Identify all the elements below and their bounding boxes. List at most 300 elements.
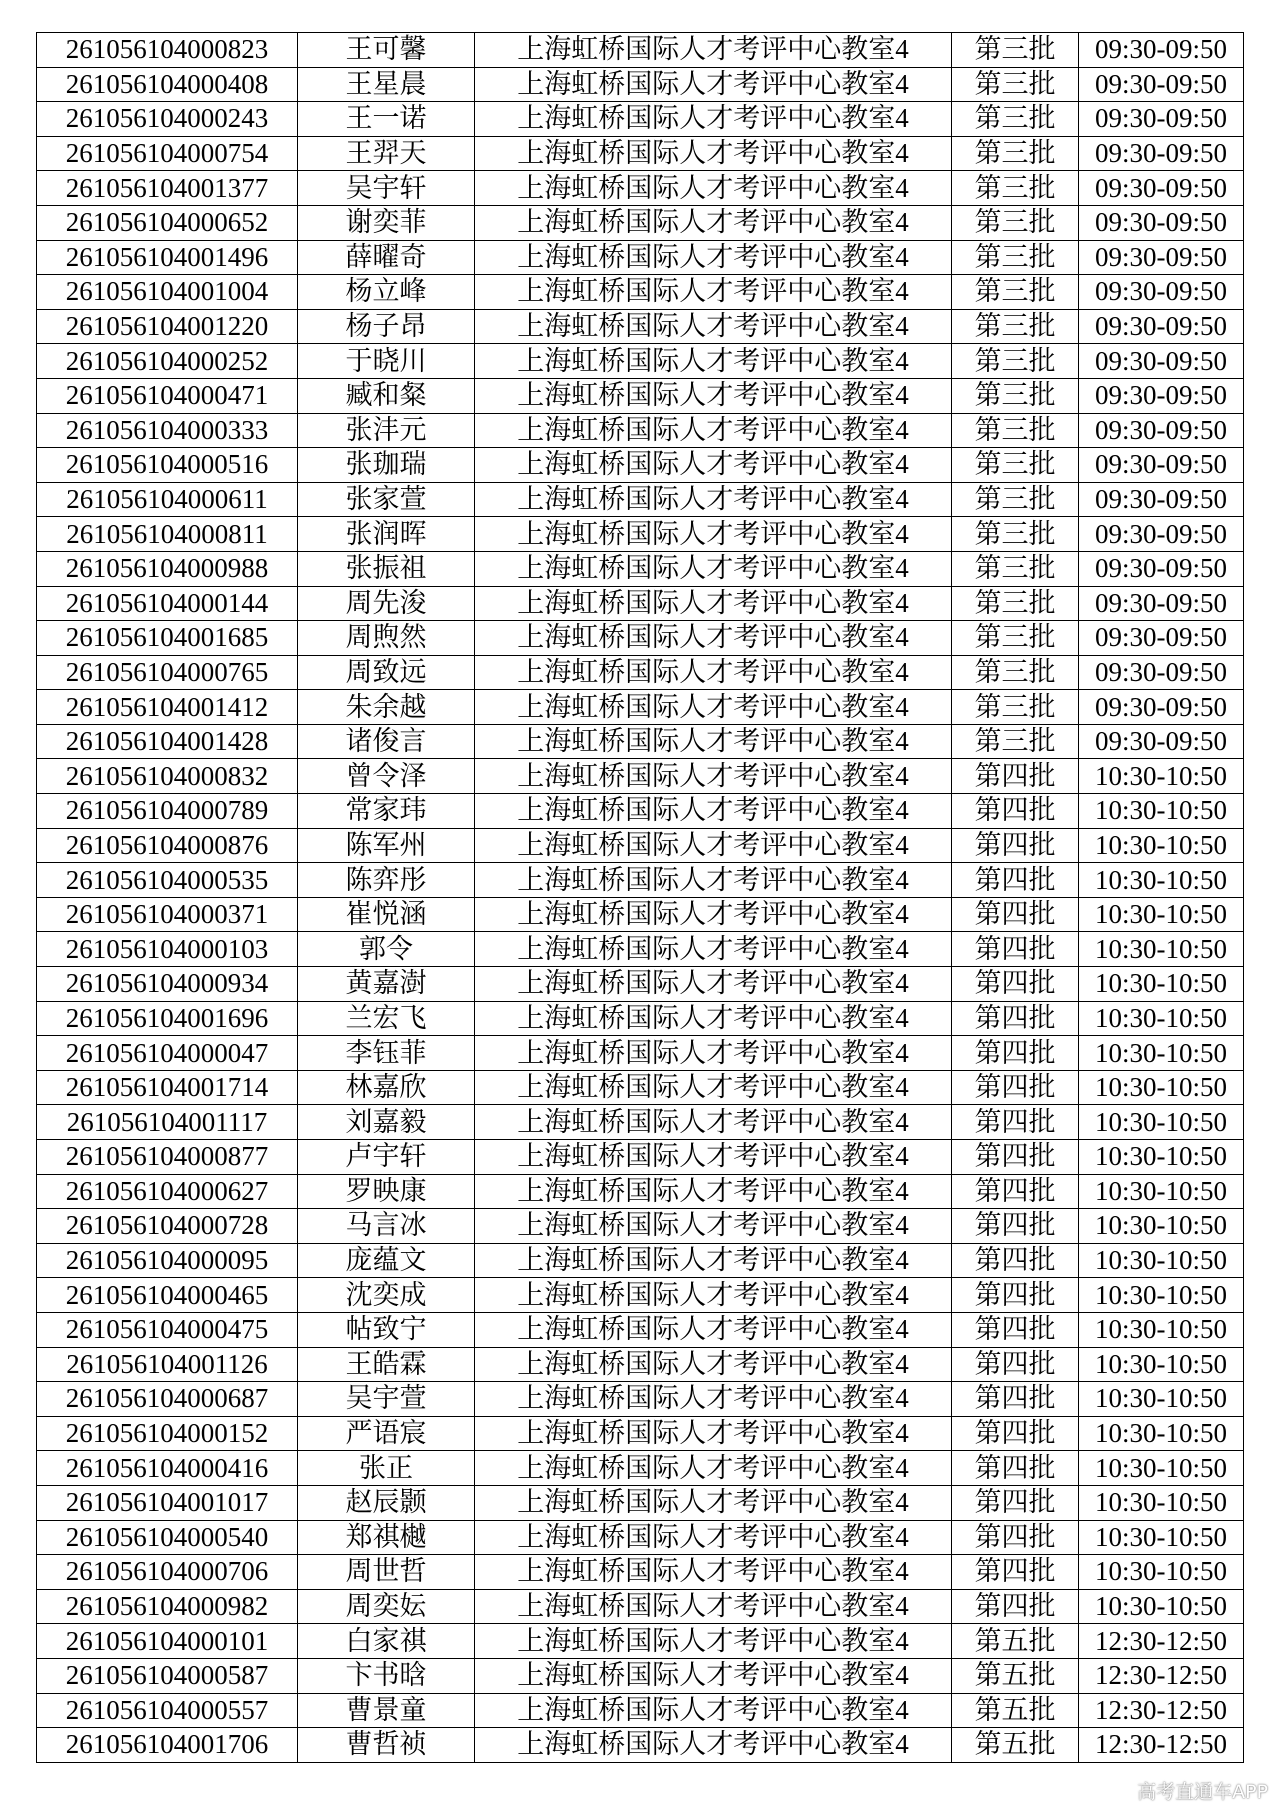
- table-row: [37, 1312, 1244, 1347]
- exam-location-cell: 上海虹桥国际人才考评中心教室4: [475, 448, 952, 483]
- table-row: [37, 828, 1244, 863]
- candidate-name-cell: 沈奕成: [298, 1278, 475, 1313]
- time-slot-cell: 10:30-10:50: [1079, 1036, 1244, 1071]
- candidate-name-cell: 卢宇轩: [298, 1140, 475, 1175]
- candidate-name-cell: 赵辰颢: [298, 1485, 475, 1520]
- candidate-name-cell: 庞蕴文: [298, 1243, 475, 1278]
- table-row: [37, 344, 1244, 379]
- admission-number-cell: 261056104000243: [37, 102, 298, 137]
- batch-cell: 第四批: [952, 1278, 1079, 1313]
- candidate-name-cell: 吴宇萱: [298, 1382, 475, 1417]
- batch-cell: 第四批: [952, 1520, 1079, 1555]
- time-slot-cell: 10:30-10:50: [1079, 1209, 1244, 1244]
- batch-cell: 第四批: [952, 1382, 1079, 1417]
- candidate-name-cell: 张振祖: [298, 551, 475, 586]
- table-row: [37, 1485, 1244, 1520]
- admission-number-cell: 261056104001428: [37, 724, 298, 759]
- candidate-name-cell: 张润晖: [298, 517, 475, 552]
- time-slot-cell: 09:30-09:50: [1079, 275, 1244, 310]
- admission-number-cell: 261056104000765: [37, 655, 298, 690]
- time-slot-cell: 09:30-09:50: [1079, 240, 1244, 275]
- batch-cell: 第四批: [952, 1451, 1079, 1486]
- candidate-name-cell: 朱余越: [298, 690, 475, 725]
- admission-number-cell: 261056104000627: [37, 1174, 298, 1209]
- exam-location-cell: 上海虹桥国际人才考评中心教室4: [475, 1105, 952, 1140]
- time-slot-cell: 10:30-10:50: [1079, 1451, 1244, 1486]
- table-row: [37, 551, 1244, 586]
- candidate-name-cell: 卞书晗: [298, 1658, 475, 1693]
- batch-cell: 第四批: [952, 1036, 1079, 1071]
- candidate-name-cell: 王皓霖: [298, 1347, 475, 1382]
- time-slot-cell: 09:30-09:50: [1079, 517, 1244, 552]
- table-row: [37, 1174, 1244, 1209]
- admission-number-cell: 261056104000465: [37, 1278, 298, 1313]
- table-row: [37, 102, 1244, 137]
- exam-location-cell: 上海虹桥国际人才考评中心教室4: [475, 897, 952, 932]
- admission-number-cell: 261056104001220: [37, 309, 298, 344]
- exam-location-cell: 上海虹桥国际人才考评中心教室4: [475, 551, 952, 586]
- batch-cell: 第五批: [952, 1658, 1079, 1693]
- candidate-name-cell: 王羿天: [298, 136, 475, 171]
- admission-number-cell: 261056104000252: [37, 344, 298, 379]
- time-slot-cell: 12:30-12:50: [1079, 1624, 1244, 1659]
- admission-number-cell: 261056104000475: [37, 1312, 298, 1347]
- admission-number-cell: 261056104000416: [37, 1451, 298, 1486]
- table-row: [37, 309, 1244, 344]
- candidate-name-cell: 周先浚: [298, 586, 475, 621]
- batch-cell: 第三批: [952, 517, 1079, 552]
- time-slot-cell: 09:30-09:50: [1079, 586, 1244, 621]
- admission-number-cell: 261056104000789: [37, 794, 298, 829]
- table-row: [37, 1105, 1244, 1140]
- exam-location-cell: 上海虹桥国际人才考评中心教室4: [475, 67, 952, 102]
- batch-cell: 第四批: [952, 1555, 1079, 1590]
- time-slot-cell: 10:30-10:50: [1079, 1382, 1244, 1417]
- batch-cell: 第三批: [952, 102, 1079, 137]
- exam-location-cell: 上海虹桥国际人才考评中心教室4: [475, 275, 952, 310]
- admission-number-cell: 261056104000754: [37, 136, 298, 171]
- exam-location-cell: 上海虹桥国际人才考评中心教室4: [475, 655, 952, 690]
- table-row: [37, 1693, 1244, 1728]
- batch-cell: 第三批: [952, 171, 1079, 206]
- admission-number-cell: 261056104000095: [37, 1243, 298, 1278]
- time-slot-cell: 09:30-09:50: [1079, 102, 1244, 137]
- exam-location-cell: 上海虹桥国际人才考评中心教室4: [475, 102, 952, 137]
- exam-location-cell: 上海虹桥国际人才考评中心教室4: [475, 1589, 952, 1624]
- admission-number-cell: 261056104001496: [37, 240, 298, 275]
- admission-number-cell: 261056104000333: [37, 413, 298, 448]
- batch-cell: 第四批: [952, 1140, 1079, 1175]
- table-row: [37, 1278, 1244, 1313]
- admission-number-cell: 261056104001117: [37, 1105, 298, 1140]
- candidate-name-cell: 薛曜奇: [298, 240, 475, 275]
- admission-number-cell: 261056104000832: [37, 759, 298, 794]
- admission-number-cell: 261056104001706: [37, 1728, 298, 1763]
- admission-number-cell: 261056104000471: [37, 378, 298, 413]
- exam-location-cell: 上海虹桥国际人才考评中心教室4: [475, 1451, 952, 1486]
- time-slot-cell: 10:30-10:50: [1079, 1589, 1244, 1624]
- batch-cell: 第四批: [952, 1070, 1079, 1105]
- time-slot-cell: 09:30-09:50: [1079, 33, 1244, 68]
- batch-cell: 第四批: [952, 1174, 1079, 1209]
- batch-cell: 第五批: [952, 1728, 1079, 1763]
- candidate-name-cell: 张家萱: [298, 482, 475, 517]
- table-row: [37, 1658, 1244, 1693]
- admission-number-cell: 261056104000103: [37, 932, 298, 967]
- table-row: [37, 1520, 1244, 1555]
- exam-location-cell: 上海虹桥国际人才考评中心教室4: [475, 1174, 952, 1209]
- batch-cell: 第四批: [952, 759, 1079, 794]
- exam-location-cell: 上海虹桥国际人才考评中心教室4: [475, 759, 952, 794]
- exam-location-cell: 上海虹桥国际人才考评中心教室4: [475, 1728, 952, 1763]
- batch-cell: 第四批: [952, 794, 1079, 829]
- time-slot-cell: 10:30-10:50: [1079, 1485, 1244, 1520]
- table-row: [37, 794, 1244, 829]
- table-row: [37, 1728, 1244, 1763]
- exam-location-cell: 上海虹桥国际人才考评中心教室4: [475, 171, 952, 206]
- time-slot-cell: 10:30-10:50: [1079, 1312, 1244, 1347]
- table-row: [37, 1416, 1244, 1451]
- exam-location-cell: 上海虹桥国际人才考评中心教室4: [475, 828, 952, 863]
- batch-cell: 第三批: [952, 378, 1079, 413]
- table-row: [37, 1036, 1244, 1071]
- time-slot-cell: 10:30-10:50: [1079, 1105, 1244, 1140]
- batch-cell: 第四批: [952, 1312, 1079, 1347]
- admission-number-cell: 261056104000144: [37, 586, 298, 621]
- exam-location-cell: 上海虹桥国际人才考评中心教室4: [475, 413, 952, 448]
- candidate-name-cell: 周奕妘: [298, 1589, 475, 1624]
- table-row: [37, 690, 1244, 725]
- time-slot-cell: 09:30-09:50: [1079, 136, 1244, 171]
- admission-number-cell: 261056104000611: [37, 482, 298, 517]
- exam-location-cell: 上海虹桥国际人才考评中心教室4: [475, 1555, 952, 1590]
- table-row: [37, 655, 1244, 690]
- batch-cell: 第三批: [952, 551, 1079, 586]
- exam-location-cell: 上海虹桥国际人才考评中心教室4: [475, 1243, 952, 1278]
- admission-number-cell: 261056104000535: [37, 863, 298, 898]
- exam-location-cell: 上海虹桥国际人才考评中心教室4: [475, 344, 952, 379]
- table-row: [37, 275, 1244, 310]
- candidate-name-cell: 郭令: [298, 932, 475, 967]
- batch-cell: 第三批: [952, 448, 1079, 483]
- candidate-name-cell: 周致远: [298, 655, 475, 690]
- admission-number-cell: 261056104000652: [37, 205, 298, 240]
- table-row: [37, 967, 1244, 1002]
- exam-location-cell: 上海虹桥国际人才考评中心教室4: [475, 794, 952, 829]
- batch-cell: 第五批: [952, 1624, 1079, 1659]
- admission-number-cell: 261056104000877: [37, 1140, 298, 1175]
- exam-location-cell: 上海虹桥国际人才考评中心教室4: [475, 1278, 952, 1313]
- time-slot-cell: 09:30-09:50: [1079, 690, 1244, 725]
- candidate-name-cell: 白家祺: [298, 1624, 475, 1659]
- batch-cell: 第四批: [952, 932, 1079, 967]
- exam-location-cell: 上海虹桥国际人才考评中心教室4: [475, 136, 952, 171]
- table-row: [37, 621, 1244, 656]
- batch-cell: 第四批: [952, 1209, 1079, 1244]
- candidate-name-cell: 臧和粲: [298, 378, 475, 413]
- time-slot-cell: 10:30-10:50: [1079, 1555, 1244, 1590]
- candidate-name-cell: 陈弈彤: [298, 863, 475, 898]
- table-row: [37, 378, 1244, 413]
- batch-cell: 第三批: [952, 136, 1079, 171]
- batch-cell: 第三批: [952, 724, 1079, 759]
- table-row: [37, 759, 1244, 794]
- candidate-name-cell: 张正: [298, 1451, 475, 1486]
- candidate-name-cell: 谢奕菲: [298, 205, 475, 240]
- admission-number-cell: 261056104000823: [37, 33, 298, 68]
- candidate-name-cell: 周煦然: [298, 621, 475, 656]
- table-row: [37, 33, 1244, 68]
- batch-cell: 第三批: [952, 690, 1079, 725]
- batch-cell: 第四批: [952, 1416, 1079, 1451]
- exam-location-cell: 上海虹桥国际人才考评中心教室4: [475, 724, 952, 759]
- candidate-name-cell: 马言冰: [298, 1209, 475, 1244]
- time-slot-cell: 09:30-09:50: [1079, 67, 1244, 102]
- batch-cell: 第三批: [952, 413, 1079, 448]
- candidate-name-cell: 崔悦涵: [298, 897, 475, 932]
- batch-cell: 第四批: [952, 863, 1079, 898]
- table-row: [37, 897, 1244, 932]
- exam-location-cell: 上海虹桥国际人才考评中心教室4: [475, 205, 952, 240]
- exam-location-cell: 上海虹桥国际人才考评中心教室4: [475, 1209, 952, 1244]
- exam-location-cell: 上海虹桥国际人才考评中心教室4: [475, 517, 952, 552]
- table-row: [37, 482, 1244, 517]
- candidate-name-cell: 王一诺: [298, 102, 475, 137]
- table-row: [37, 1382, 1244, 1417]
- exam-location-cell: 上海虹桥国际人才考评中心教室4: [475, 1312, 952, 1347]
- schedule-table-body: [37, 33, 1244, 1763]
- exam-location-cell: 上海虹桥国际人才考评中心教室4: [475, 1001, 952, 1036]
- schedule-table: [36, 32, 1244, 1763]
- time-slot-cell: 10:30-10:50: [1079, 1243, 1244, 1278]
- time-slot-cell: 10:30-10:50: [1079, 1416, 1244, 1451]
- candidate-name-cell: 兰宏飞: [298, 1001, 475, 1036]
- time-slot-cell: 12:30-12:50: [1079, 1658, 1244, 1693]
- time-slot-cell: 10:30-10:50: [1079, 828, 1244, 863]
- time-slot-cell: 09:30-09:50: [1079, 205, 1244, 240]
- table-row: [37, 517, 1244, 552]
- exam-location-cell: 上海虹桥国际人才考评中心教室4: [475, 309, 952, 344]
- time-slot-cell: 12:30-12:50: [1079, 1693, 1244, 1728]
- candidate-name-cell: 杨立峰: [298, 275, 475, 310]
- admission-number-cell: 261056104000371: [37, 897, 298, 932]
- batch-cell: 第四批: [952, 967, 1079, 1002]
- candidate-name-cell: 张沣元: [298, 413, 475, 448]
- candidate-name-cell: 林嘉欣: [298, 1070, 475, 1105]
- time-slot-cell: 10:30-10:50: [1079, 1520, 1244, 1555]
- batch-cell: 第三批: [952, 655, 1079, 690]
- watermark-text: 高考直通车APP: [1137, 1781, 1268, 1803]
- candidate-name-cell: 王星晨: [298, 67, 475, 102]
- exam-location-cell: 上海虹桥国际人才考评中心教室4: [475, 1658, 952, 1693]
- batch-cell: 第四批: [952, 1347, 1079, 1382]
- time-slot-cell: 09:30-09:50: [1079, 551, 1244, 586]
- time-slot-cell: 12:30-12:50: [1079, 1728, 1244, 1763]
- time-slot-cell: 09:30-09:50: [1079, 621, 1244, 656]
- exam-location-cell: 上海虹桥国际人才考评中心教室4: [475, 1485, 952, 1520]
- admission-number-cell: 261056104000687: [37, 1382, 298, 1417]
- time-slot-cell: 10:30-10:50: [1079, 1347, 1244, 1382]
- table-row: [37, 448, 1244, 483]
- time-slot-cell: 10:30-10:50: [1079, 759, 1244, 794]
- admission-number-cell: 261056104001017: [37, 1485, 298, 1520]
- batch-cell: 第三批: [952, 344, 1079, 379]
- table-row: [37, 1243, 1244, 1278]
- batch-cell: 第三批: [952, 240, 1079, 275]
- batch-cell: 第四批: [952, 1589, 1079, 1624]
- exam-location-cell: 上海虹桥国际人才考评中心教室4: [475, 863, 952, 898]
- time-slot-cell: 09:30-09:50: [1079, 448, 1244, 483]
- exam-location-cell: 上海虹桥国际人才考评中心教室4: [475, 1070, 952, 1105]
- candidate-name-cell: 周世哲: [298, 1555, 475, 1590]
- table-row: [37, 586, 1244, 621]
- admission-number-cell: 261056104000934: [37, 967, 298, 1002]
- candidate-name-cell: 李钰菲: [298, 1036, 475, 1071]
- batch-cell: 第四批: [952, 828, 1079, 863]
- batch-cell: 第四批: [952, 897, 1079, 932]
- admission-number-cell: 261056104001696: [37, 1001, 298, 1036]
- time-slot-cell: 10:30-10:50: [1079, 897, 1244, 932]
- time-slot-cell: 10:30-10:50: [1079, 863, 1244, 898]
- table-row: [37, 413, 1244, 448]
- table-row: [37, 1624, 1244, 1659]
- exam-location-cell: 上海虹桥国际人才考评中心教室4: [475, 1416, 952, 1451]
- batch-cell: 第三批: [952, 33, 1079, 68]
- table-row: [37, 205, 1244, 240]
- time-slot-cell: 09:30-09:50: [1079, 413, 1244, 448]
- candidate-name-cell: 郑祺樾: [298, 1520, 475, 1555]
- candidate-name-cell: 陈军州: [298, 828, 475, 863]
- table-row: [37, 1209, 1244, 1244]
- exam-location-cell: 上海虹桥国际人才考评中心教室4: [475, 1693, 952, 1728]
- admission-number-cell: 261056104000811: [37, 517, 298, 552]
- time-slot-cell: 09:30-09:50: [1079, 724, 1244, 759]
- candidate-name-cell: 诸俊言: [298, 724, 475, 759]
- batch-cell: 第五批: [952, 1693, 1079, 1728]
- admission-number-cell: 261056104001377: [37, 171, 298, 206]
- candidate-name-cell: 曾令泽: [298, 759, 475, 794]
- table-row: [37, 1589, 1244, 1624]
- time-slot-cell: 09:30-09:50: [1079, 378, 1244, 413]
- candidate-name-cell: 常家玮: [298, 794, 475, 829]
- batch-cell: 第三批: [952, 621, 1079, 656]
- admission-number-cell: 261056104001685: [37, 621, 298, 656]
- time-slot-cell: 10:30-10:50: [1079, 1140, 1244, 1175]
- exam-location-cell: 上海虹桥国际人才考评中心教室4: [475, 621, 952, 656]
- admission-number-cell: 261056104001714: [37, 1070, 298, 1105]
- candidate-name-cell: 于晓川: [298, 344, 475, 379]
- admission-number-cell: 261056104000988: [37, 551, 298, 586]
- exam-location-cell: 上海虹桥国际人才考评中心教室4: [475, 967, 952, 1002]
- time-slot-cell: 09:30-09:50: [1079, 171, 1244, 206]
- candidate-name-cell: 杨子昂: [298, 309, 475, 344]
- exam-location-cell: 上海虹桥国际人才考评中心教室4: [475, 690, 952, 725]
- table-row: [37, 1555, 1244, 1590]
- table-row: [37, 1451, 1244, 1486]
- exam-location-cell: 上海虹桥国际人才考评中心教室4: [475, 1347, 952, 1382]
- admission-number-cell: 261056104000152: [37, 1416, 298, 1451]
- table-row: [37, 1001, 1244, 1036]
- table-row: [37, 1140, 1244, 1175]
- candidate-name-cell: 张珈瑞: [298, 448, 475, 483]
- admission-number-cell: 261056104000728: [37, 1209, 298, 1244]
- candidate-name-cell: 曹景童: [298, 1693, 475, 1728]
- exam-location-cell: 上海虹桥国际人才考评中心教室4: [475, 1036, 952, 1071]
- candidate-name-cell: 帖致宁: [298, 1312, 475, 1347]
- table-row: [37, 1070, 1244, 1105]
- candidate-name-cell: 黄嘉澍: [298, 967, 475, 1002]
- time-slot-cell: 10:30-10:50: [1079, 794, 1244, 829]
- candidate-name-cell: 刘嘉毅: [298, 1105, 475, 1140]
- table-row: [37, 1347, 1244, 1382]
- time-slot-cell: 09:30-09:50: [1079, 344, 1244, 379]
- table-row: [37, 67, 1244, 102]
- time-slot-cell: 10:30-10:50: [1079, 1001, 1244, 1036]
- table-row: [37, 863, 1244, 898]
- table-row: [37, 171, 1244, 206]
- batch-cell: 第三批: [952, 309, 1079, 344]
- exam-location-cell: 上海虹桥国际人才考评中心教室4: [475, 1382, 952, 1417]
- table-row: [37, 136, 1244, 171]
- exam-location-cell: 上海虹桥国际人才考评中心教室4: [475, 33, 952, 68]
- exam-location-cell: 上海虹桥国际人才考评中心教室4: [475, 1520, 952, 1555]
- time-slot-cell: 09:30-09:50: [1079, 655, 1244, 690]
- time-slot-cell: 10:30-10:50: [1079, 1174, 1244, 1209]
- admission-number-cell: 261056104000408: [37, 67, 298, 102]
- admission-number-cell: 261056104001126: [37, 1347, 298, 1382]
- time-slot-cell: 10:30-10:50: [1079, 1278, 1244, 1313]
- batch-cell: 第三批: [952, 275, 1079, 310]
- exam-location-cell: 上海虹桥国际人才考评中心教室4: [475, 1624, 952, 1659]
- exam-location-cell: 上海虹桥国际人才考评中心教室4: [475, 932, 952, 967]
- admission-number-cell: 261056104000706: [37, 1555, 298, 1590]
- candidate-name-cell: 曹哲祯: [298, 1728, 475, 1763]
- admission-number-cell: 261056104000876: [37, 828, 298, 863]
- batch-cell: 第四批: [952, 1105, 1079, 1140]
- admission-number-cell: 261056104001412: [37, 690, 298, 725]
- table-row: [37, 724, 1244, 759]
- exam-location-cell: 上海虹桥国际人才考评中心教室4: [475, 586, 952, 621]
- candidate-name-cell: 严语宸: [298, 1416, 475, 1451]
- candidate-name-cell: 王可馨: [298, 33, 475, 68]
- admission-number-cell: 261056104000540: [37, 1520, 298, 1555]
- admission-number-cell: 261056104000557: [37, 1693, 298, 1728]
- admission-number-cell: 261056104000101: [37, 1624, 298, 1659]
- time-slot-cell: 10:30-10:50: [1079, 967, 1244, 1002]
- batch-cell: 第四批: [952, 1001, 1079, 1036]
- time-slot-cell: 10:30-10:50: [1079, 932, 1244, 967]
- admission-number-cell: 261056104000047: [37, 1036, 298, 1071]
- table-row: [37, 240, 1244, 275]
- candidate-name-cell: 吴宇轩: [298, 171, 475, 206]
- batch-cell: 第三批: [952, 586, 1079, 621]
- batch-cell: 第三批: [952, 205, 1079, 240]
- candidate-name-cell: 罗映康: [298, 1174, 475, 1209]
- exam-location-cell: 上海虹桥国际人才考评中心教室4: [475, 240, 952, 275]
- exam-location-cell: 上海虹桥国际人才考评中心教室4: [475, 378, 952, 413]
- admission-number-cell: 261056104000982: [37, 1589, 298, 1624]
- admission-number-cell: 261056104001004: [37, 275, 298, 310]
- batch-cell: 第三批: [952, 67, 1079, 102]
- time-slot-cell: 09:30-09:50: [1079, 482, 1244, 517]
- table-row: [37, 932, 1244, 967]
- exam-location-cell: 上海虹桥国际人才考评中心教室4: [475, 1140, 952, 1175]
- exam-location-cell: 上海虹桥国际人才考评中心教室4: [475, 482, 952, 517]
- admission-number-cell: 261056104000516: [37, 448, 298, 483]
- admission-number-cell: 261056104000587: [37, 1658, 298, 1693]
- batch-cell: 第三批: [952, 482, 1079, 517]
- batch-cell: 第四批: [952, 1485, 1079, 1520]
